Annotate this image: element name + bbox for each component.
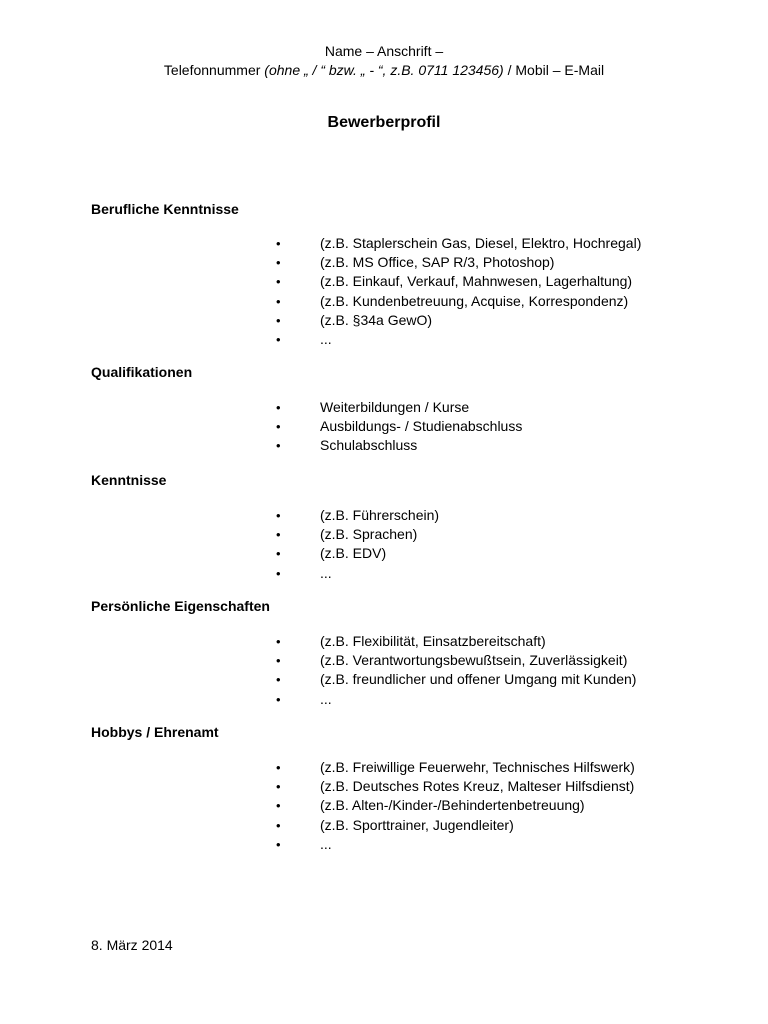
bullet-icon: •	[276, 779, 281, 795]
list-item	[0, 234, 768, 253]
section-heading-persoenliche-eigenschaften: Persönliche Eigenschaften	[91, 598, 270, 614]
section-heading-kenntnisse: Kenntnisse	[91, 472, 167, 488]
list-item-text: (z.B. Sprachen)	[320, 526, 418, 543]
bullet-icon: •	[276, 312, 281, 328]
header-phone-label: Telefonnummer	[163, 62, 265, 78]
list-item-text: (z.B. Deutsches Rotes Kreuz, Malteser Hilfsdienst)	[320, 778, 635, 795]
bullet-icon: •	[276, 836, 281, 852]
list-item	[0, 506, 768, 525]
list-item	[0, 796, 768, 815]
list-item	[0, 253, 768, 272]
list-item-text: (z.B. freundlicher und offener Umgang mit Kunden)	[320, 671, 637, 688]
bullet-icon: •	[276, 508, 281, 523]
bullet-icon: •	[276, 798, 281, 814]
bullet-icon: •	[276, 293, 281, 309]
list-item-text: Weiterbildungen / Kurse	[320, 399, 470, 415]
bullet-icon: •	[276, 634, 281, 649]
list-item	[0, 670, 768, 689]
list-item-text: (z.B. Führerschein)	[320, 507, 440, 523]
list-item	[0, 398, 768, 417]
list-item-text: (z.B. Sporttrainer, Jugendleiter)	[320, 816, 514, 833]
bullet-icon: •	[276, 331, 281, 347]
header-phone-hint: (ohne „ / “ bzw. „ - “, z.B. 0711 123456)	[264, 62, 504, 78]
list-item	[0, 816, 768, 835]
list-item-text: ...	[320, 330, 332, 347]
bullet-icon: •	[276, 817, 281, 833]
document-title: Bewerberprofil	[327, 114, 441, 131]
header-contact-line	[0, 61, 768, 80]
header-name-address-line: Name – Anschrift –	[324, 43, 444, 59]
bullet-icon: •	[276, 255, 281, 271]
list-item	[0, 758, 768, 777]
list-item	[0, 292, 768, 311]
section-heading-berufliche-kenntnisse: Berufliche Kenntnisse	[91, 201, 239, 217]
list-item-text: (z.B. Staplerschein Gas, Diesel, Elektro, Hochregal)	[320, 235, 642, 251]
list-item-text: (z.B. Verantwortungsbewußtsein, Zuverlässigkeit)	[320, 652, 628, 669]
list-item-text: (z.B. Freiwillige Feuerwehr, Technisches Hilfswerk)	[320, 759, 635, 775]
list-item	[0, 330, 768, 349]
list-item	[0, 272, 768, 291]
list-item-text: ...	[320, 835, 332, 852]
list-item	[0, 525, 768, 544]
bullet-icon: •	[276, 760, 281, 775]
list-kenntnisse	[0, 506, 768, 583]
bullet-icon: •	[276, 546, 281, 562]
list-item-text: Schulabschluss	[320, 437, 418, 454]
list-qualifikationen	[0, 398, 768, 456]
bullet-icon: •	[276, 691, 281, 707]
list-item-text: (z.B. MS Office, SAP R/3, Photoshop)	[320, 254, 555, 271]
list-item	[0, 690, 768, 709]
bullet-icon: •	[276, 527, 281, 543]
section-heading-hobbys-ehrenamt: Hobbys / Ehrenamt	[91, 724, 219, 740]
list-item-text: ...	[320, 564, 332, 581]
list-item	[0, 777, 768, 796]
list-item	[0, 835, 768, 854]
list-item-text: (z.B. Kundenbetreuung, Acquise, Korrespondenz)	[320, 292, 629, 309]
bullet-icon: •	[276, 565, 281, 581]
list-berufliche-kenntnisse	[0, 234, 768, 349]
bullet-icon: •	[276, 400, 281, 415]
document-header	[0, 42, 768, 80]
list-item-text: (z.B. Alten-/Kinder-/Behindertenbetreuung)	[320, 797, 585, 814]
list-hobbys-ehrenamt	[0, 758, 768, 854]
header-mobile-email-label: / Mobil – E-Mail	[503, 62, 605, 78]
list-item	[0, 311, 768, 330]
list-item	[0, 417, 768, 436]
list-item	[0, 632, 768, 651]
bullet-icon: •	[276, 274, 281, 290]
bullet-icon: •	[276, 419, 281, 435]
list-item-text: (z.B. Flexibilität, Einsatzbereitschaft)	[320, 633, 546, 649]
list-item	[0, 564, 768, 583]
list-persoenliche-eigenschaften	[0, 632, 768, 709]
list-item-text: ...	[320, 690, 332, 707]
list-item-text: (z.B. EDV)	[320, 545, 387, 562]
bullet-icon: •	[276, 653, 281, 669]
section-heading-qualifikationen: Qualifikationen	[91, 364, 193, 380]
list-item	[0, 436, 768, 455]
list-item-text: (z.B. Einkauf, Verkauf, Mahnwesen, Lagerhaltung)	[320, 273, 633, 290]
document-date: 8. März 2014	[91, 937, 173, 953]
list-item-text: (z.B. §34a GewO)	[320, 311, 433, 328]
list-item	[0, 651, 768, 670]
list-item	[0, 544, 768, 563]
list-item-text: Ausbildungs- / Studienabschluss	[320, 418, 523, 435]
bullet-icon: •	[276, 438, 281, 454]
bullet-icon: •	[276, 672, 281, 688]
bullet-icon: •	[276, 236, 281, 251]
